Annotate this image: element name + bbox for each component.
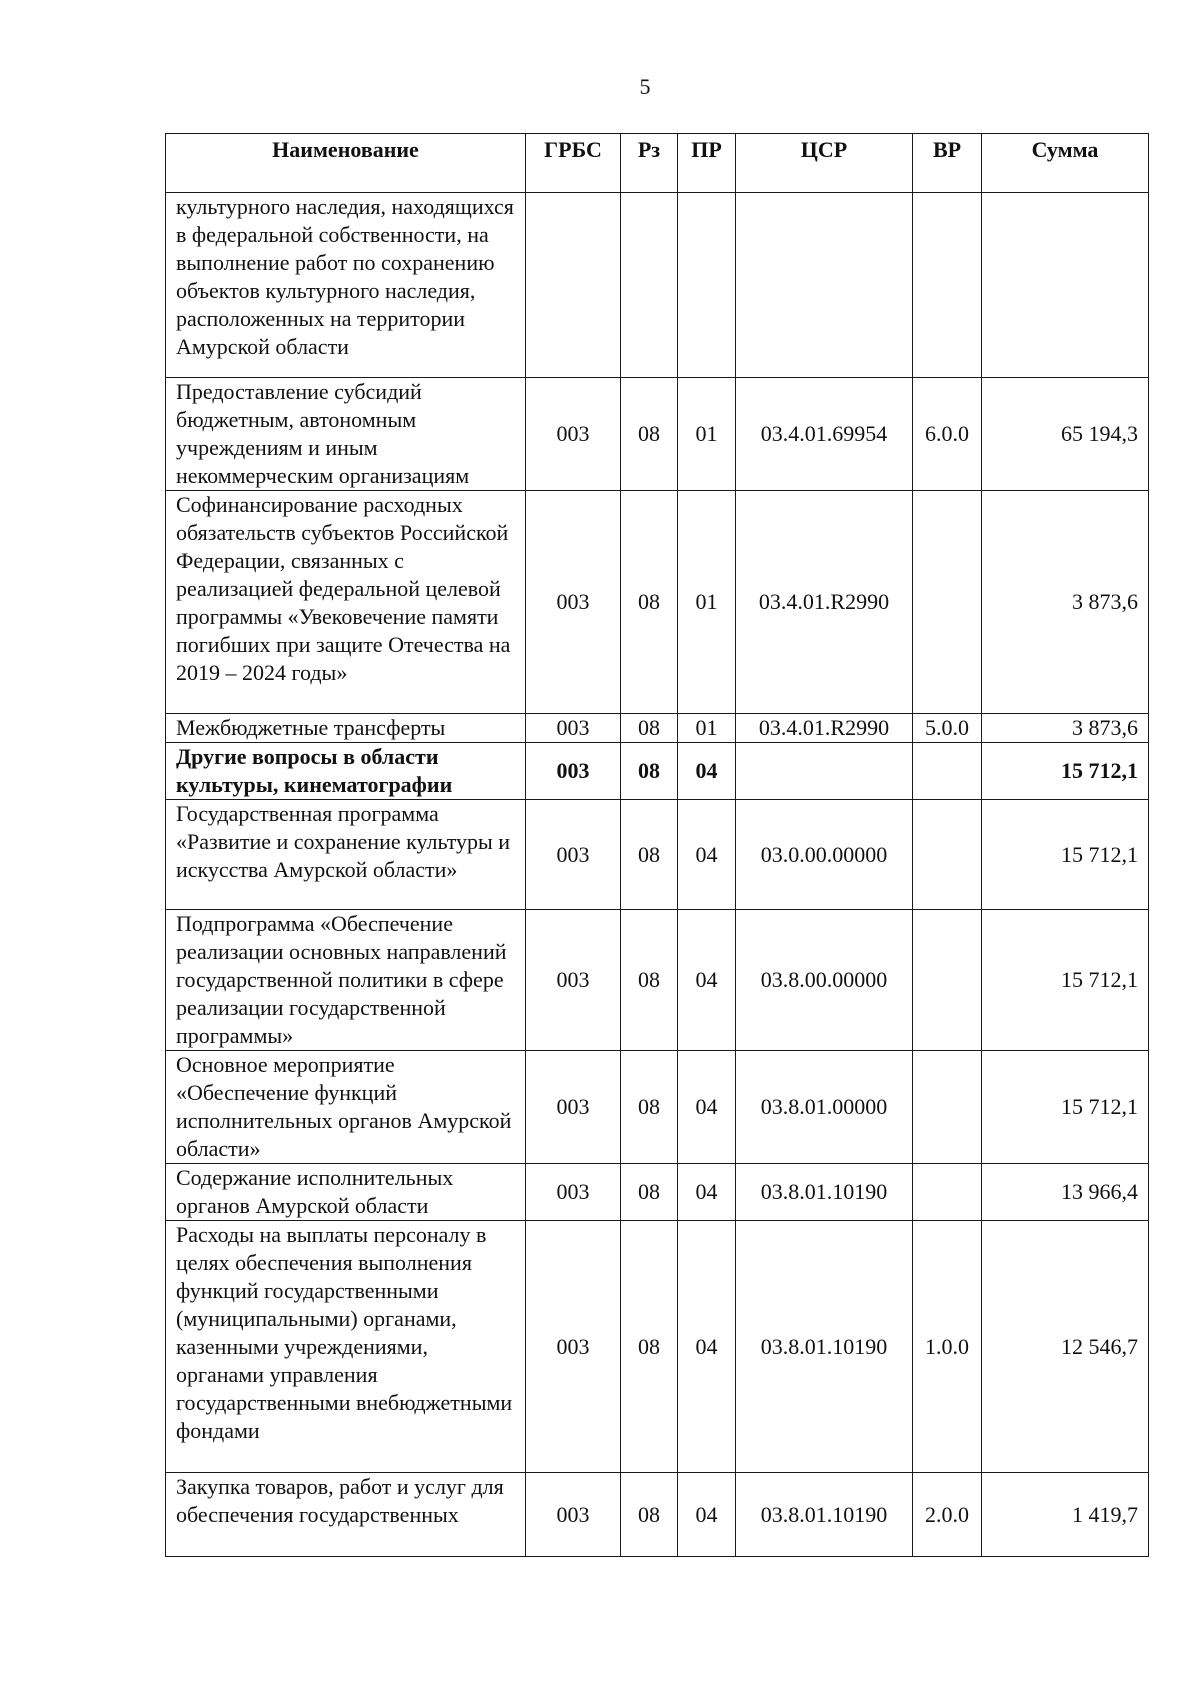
row-vr (913, 491, 982, 714)
row-sum: 12 546,7 (982, 1221, 1149, 1473)
row-rz (621, 193, 678, 378)
table-row (166, 378, 1149, 491)
row-name: Другие вопросы в области культуры, кинематографии (166, 743, 526, 800)
row-name: Межбюджетные трансферты (166, 714, 526, 743)
row-sum: 15 712,1 (982, 910, 1149, 1051)
row-rz: 08 (621, 800, 678, 910)
table-row (166, 1221, 1149, 1473)
row-vr (913, 800, 982, 910)
row-pr (678, 193, 736, 378)
table-row (166, 714, 1149, 743)
row-vr (913, 1164, 982, 1221)
row-rz: 08 (621, 1473, 678, 1557)
row-sum: 65 194,3 (982, 378, 1149, 491)
row-csr: 03.8.01.10190 (736, 1164, 913, 1221)
row-vr (913, 910, 982, 1051)
row-sum: 3 873,6 (982, 714, 1149, 743)
table-row (166, 1164, 1149, 1221)
header-pr: ПР (678, 134, 736, 193)
table-row (166, 1051, 1149, 1164)
row-grbs: 003 (526, 1164, 621, 1221)
row-grbs: 003 (526, 910, 621, 1051)
row-csr (736, 193, 913, 378)
row-name: культурного наследия, находящихся в федеральной собственности, на выполнение работ по сохранению объектов культурного наследия, расположенных на территории Амурской области (166, 193, 526, 378)
row-rz: 08 (621, 378, 678, 491)
row-grbs: 003 (526, 1473, 621, 1557)
budget-table (165, 133, 1149, 1557)
row-sum: 1 419,7 (982, 1473, 1149, 1557)
row-name: Основное мероприятие «Обеспечение функций исполнительных органов Амурской области» (166, 1051, 526, 1164)
row-vr (913, 743, 982, 800)
row-sum: 3 873,6 (982, 491, 1149, 714)
header-vr: ВР (913, 134, 982, 193)
row-csr: 03.4.01.69954 (736, 378, 913, 491)
table-row (166, 800, 1149, 910)
table-row (166, 193, 1149, 378)
row-name: Расходы на выплаты персоналу в целях обеспечения выполнения функций государственными (муниципальными) органами, казенными учреждениями, органами управления государственными внебюджетными фондами (166, 1221, 526, 1473)
row-pr: 04 (678, 800, 736, 910)
row-grbs: 003 (526, 491, 621, 714)
row-pr: 04 (678, 1473, 736, 1557)
header-sum: Сумма (982, 134, 1149, 193)
row-grbs: 003 (526, 1221, 621, 1473)
row-name: Содержание исполнительных органов Амурской области (166, 1164, 526, 1221)
row-pr: 04 (678, 1221, 736, 1473)
row-rz: 08 (621, 1164, 678, 1221)
row-pr: 01 (678, 491, 736, 714)
row-grbs: 003 (526, 714, 621, 743)
row-grbs (526, 193, 621, 378)
row-rz: 08 (621, 743, 678, 800)
row-name: Предоставление субсидий бюджетным, автономным учреждениям и иным некоммерческим организациям (166, 378, 526, 491)
row-name: Закупка товаров, работ и услуг для обеспечения государственных (166, 1473, 526, 1557)
row-vr (913, 1051, 982, 1164)
row-sum: 15 712,1 (982, 743, 1149, 800)
row-vr: 2.0.0 (913, 1473, 982, 1557)
row-vr: 1.0.0 (913, 1221, 982, 1473)
row-vr: 5.0.0 (913, 714, 982, 743)
row-name: Подпрограмма «Обеспечение реализации основных направлений государственной политики в сфере реализации государственной программы» (166, 910, 526, 1051)
header-grbs: ГРБС (526, 134, 621, 193)
row-grbs: 003 (526, 1051, 621, 1164)
row-csr: 03.4.01.R2990 (736, 491, 913, 714)
row-pr: 04 (678, 1164, 736, 1221)
row-grbs: 003 (526, 800, 621, 910)
row-sum: 15 712,1 (982, 1051, 1149, 1164)
row-rz: 08 (621, 491, 678, 714)
page-number: 5 (639, 74, 651, 99)
row-pr: 01 (678, 378, 736, 491)
table-row-section (166, 743, 1149, 800)
header-csr: ЦСР (736, 134, 913, 193)
row-rz: 08 (621, 714, 678, 743)
table-row (166, 491, 1149, 714)
row-csr: 03.8.00.00000 (736, 910, 913, 1051)
row-grbs: 003 (526, 378, 621, 491)
header-rz: Рз (621, 134, 678, 193)
row-rz: 08 (621, 1051, 678, 1164)
row-pr: 01 (678, 714, 736, 743)
row-vr: 6.0.0 (913, 378, 982, 491)
row-rz: 08 (621, 1221, 678, 1473)
row-pr: 04 (678, 910, 736, 1051)
row-vr (913, 193, 982, 378)
row-rz: 08 (621, 910, 678, 1051)
row-sum (982, 193, 1149, 378)
table-header-row (166, 134, 1149, 193)
row-csr: 03.8.01.10190 (736, 1473, 913, 1557)
row-pr: 04 (678, 1051, 736, 1164)
row-pr: 04 (678, 743, 736, 800)
row-csr (736, 743, 913, 800)
header-name: Наименование (166, 134, 526, 193)
row-csr: 03.0.00.00000 (736, 800, 913, 910)
row-csr: 03.4.01.R2990 (736, 714, 913, 743)
row-sum: 15 712,1 (982, 800, 1149, 910)
row-csr: 03.8.01.00000 (736, 1051, 913, 1164)
row-csr: 03.8.01.10190 (736, 1221, 913, 1473)
row-grbs: 003 (526, 743, 621, 800)
row-name: Государственная программа «Развитие и сохранение культуры и искусства Амурской области» (166, 800, 526, 910)
row-sum: 13 966,4 (982, 1164, 1149, 1221)
table-row (166, 910, 1149, 1051)
table-row (166, 1473, 1149, 1557)
row-name: Софинансирование расходных обязательств субъектов Российской Федерации, связанных с реализацией федеральной целевой программы «Увековечение памяти погибших при защите Отечества на 2019 – 2024 годы» (166, 491, 526, 714)
